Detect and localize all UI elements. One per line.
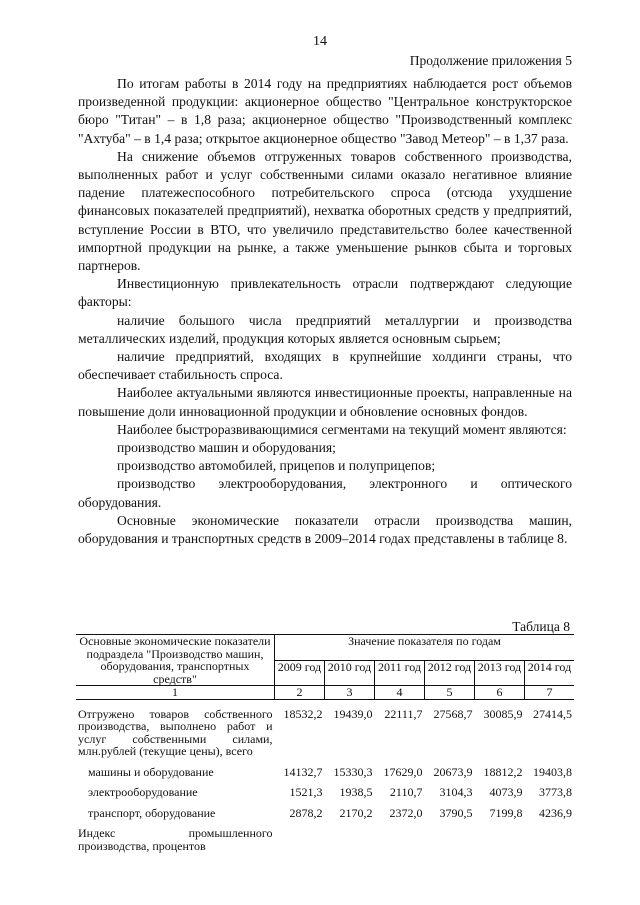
cell-value: 3773,8 bbox=[539, 785, 572, 799]
cell-value: 18532,2 bbox=[283, 706, 323, 721]
cell-value: 1938,5 bbox=[339, 785, 373, 799]
cell-value: 19439,0 bbox=[333, 706, 373, 721]
cell-value: 30085,9 bbox=[483, 706, 523, 721]
table-row bbox=[76, 766, 574, 779]
cell-value: 7199,8 bbox=[489, 805, 523, 820]
table-row bbox=[76, 807, 574, 820]
table-year-header: 2009 год bbox=[274, 660, 324, 686]
data-table bbox=[76, 634, 574, 852]
cell-value bbox=[324, 827, 374, 852]
column-number: 6 bbox=[474, 686, 524, 700]
cell-value: 18812,2 bbox=[483, 764, 523, 779]
paragraph: производство автомобилей, прицепов и полуприцепов; bbox=[117, 458, 436, 474]
row-label: электрооборудование bbox=[88, 785, 198, 799]
cell-value bbox=[424, 827, 474, 852]
cell-value: 1521,3 bbox=[289, 785, 323, 799]
row-label: Отгружено товаров собственного производства, выполнено работ и услуг собственными силами, млн.рублей (текущие цены), всего bbox=[78, 706, 273, 758]
table-row bbox=[76, 708, 574, 758]
table-header-row bbox=[76, 635, 574, 661]
table-year-header: 2012 год bbox=[424, 660, 474, 686]
paragraph: На снижение объемов отгруженных товаров собственного производства, выполненных работ и услуг собственными силами оказало негативное влияние падение платежеспособного потребительского спроса (отсюда ухудшение финансовых показателей предприятий), нехватка оборотных средств у предприятий, вступление России в ВТО, что увеличило представительство более качественной импортной продукции на рынке, а также уменьшение рынков сбыта и торговых партнеров. bbox=[78, 148, 572, 274]
paragraph: наличие большого числа предприятий металлургии и производства металлических изделий, продукция которых является основным сырьем; bbox=[78, 312, 572, 346]
table-label: Таблица 8 bbox=[512, 619, 570, 634]
cell-value: 27414,5 bbox=[533, 706, 572, 721]
column-number: 2 bbox=[274, 686, 324, 700]
paragraph: Инвестиционную привлекательность отрасли подтверждают следующие факторы: bbox=[78, 276, 572, 310]
paragraph: производство машин и оборудования; bbox=[117, 440, 336, 456]
cell-value: 19403,8 bbox=[533, 764, 572, 779]
page-number: 14 bbox=[313, 34, 327, 49]
column-number: 3 bbox=[324, 686, 374, 700]
column-number: 1 bbox=[76, 686, 274, 700]
table-column-numbers bbox=[76, 686, 574, 700]
cell-value: 3790,5 bbox=[439, 805, 473, 820]
table-year-header: 2011 год bbox=[374, 660, 424, 686]
cell-value: 2170,2 bbox=[339, 805, 373, 820]
table-row bbox=[76, 827, 574, 852]
cell-value: 20673,9 bbox=[433, 764, 473, 779]
cell-value: 2110,7 bbox=[389, 785, 423, 799]
cell-value: 17629,0 bbox=[383, 764, 423, 779]
cell-value: 15330,3 bbox=[333, 764, 373, 779]
cell-value: 14132,7 bbox=[283, 764, 323, 779]
appendix-note: Продолжение приложения 5 bbox=[409, 53, 572, 68]
column-number: 7 bbox=[524, 686, 574, 700]
cell-value: 27568,7 bbox=[433, 706, 473, 721]
cell-value bbox=[374, 827, 424, 852]
cell-value: 4236,9 bbox=[539, 805, 572, 820]
cell-value bbox=[274, 827, 324, 852]
table-year-header: 2010 год bbox=[324, 660, 374, 686]
table-header-indicator: Основные экономические показатели подраздела "Производство машин, оборудования, транспортных средств" bbox=[76, 635, 274, 686]
body-text bbox=[78, 75, 572, 548]
paragraph: Основные экономические показатели отрасли производства машин, оборудования и транспортных средств в 2009–2014 годах представлены в таблице 8. bbox=[78, 512, 572, 547]
cell-value: 2372,0 bbox=[389, 805, 423, 820]
paragraph: Наиболее актуальными являются инвестиционные проекты, направленные на повышение доли инновационной продукции и обновление основных фондов. bbox=[78, 385, 572, 419]
paragraph: наличие предприятий, входящих в крупнейшие холдинги страны, что обеспечивает стабильность спроса. bbox=[78, 349, 572, 383]
table-year-header: 2014 год bbox=[524, 660, 574, 686]
cell-value bbox=[524, 827, 574, 852]
cell-value: 2878,2 bbox=[289, 805, 323, 820]
table-row bbox=[76, 786, 574, 799]
cell-value: 22111,7 bbox=[384, 706, 423, 721]
row-label: машины и оборудование bbox=[88, 764, 214, 779]
paragraph: производство электрооборудования, электронного и оптического оборудования. bbox=[78, 476, 572, 510]
cell-value: 3104,3 bbox=[439, 785, 473, 799]
paragraph: По итогам работы в 2014 году на предприятиях наблюдается рост объемов произведенной продукции: акционерное общество "Центральное конструкторское бюро "Титан" – в 1,8 раза; акционерное общество "Производственный комплекс "Ахтуба" – в 1,4 раза; открытое акционерное общество "Завод Метеор" – в 1,37 раза. bbox=[78, 76, 572, 146]
column-number: 5 bbox=[424, 686, 474, 700]
row-label: Индекс промышленного производства, процентов bbox=[78, 826, 273, 853]
column-number: 4 bbox=[374, 686, 424, 700]
row-label: транспорт, оборудование bbox=[88, 805, 216, 820]
cell-value: 4073,9 bbox=[489, 785, 523, 799]
cell-value bbox=[474, 827, 524, 852]
table-year-header: 2013 год bbox=[474, 660, 524, 686]
table-header-group: Значение показателя по годам bbox=[274, 635, 574, 661]
paragraph: Наиболее быстроразвивающимися сегментами на текущий момент являются: bbox=[117, 421, 567, 437]
